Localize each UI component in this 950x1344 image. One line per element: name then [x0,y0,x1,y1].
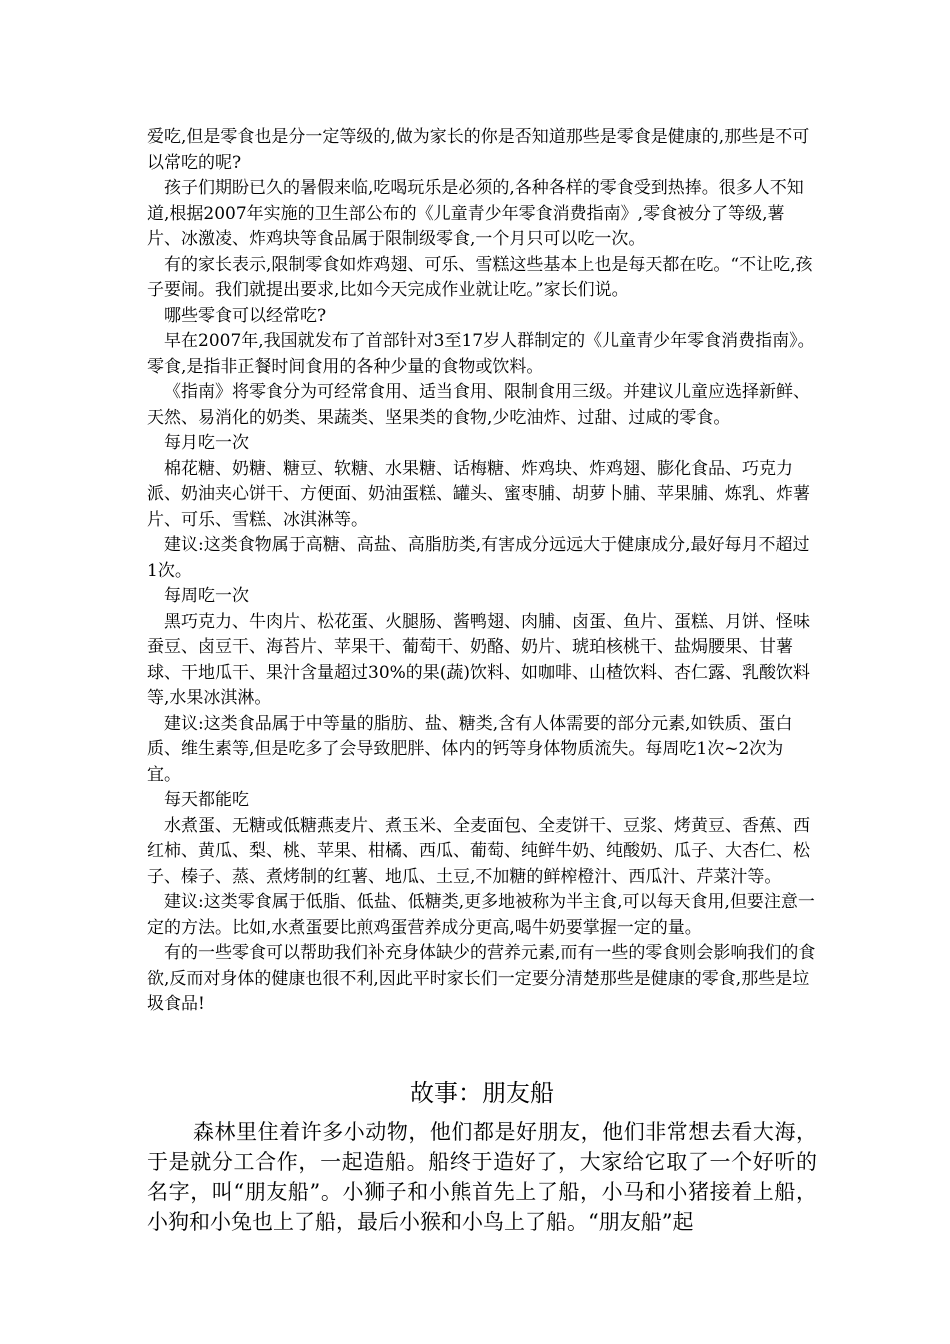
article-subheading: 每周吃一次 [164,586,249,606]
article-paragraph: 有的家长表示,限制零食如炸鸡翅、可乐、雪糕这些基本上也是每天都在吃。“不让吃,孩子要闹。我们就提出要求,比如今天完成作业就让吃。”家长们说。 [147,254,813,300]
article-paragraph: 建议:这类食物属于高糖、高盐、高脂肪类,有害成分远远大于健康成分,最好每月不超过1次。 [147,535,810,581]
story-paragraph: 森林里住着许多小动物，他们都是好朋友，他们非常想去看大海，于是就分工合作，一起造船。船终于造好了，大家给它取了一个好听的名字，叫“朋友船”。小狮子和小熊首先上了船，小马和小猪接着上船，小狗和小兔也上了船，最后小猴和小鸟上了船。“朋友船”起 [147,1120,817,1234]
article-paragraph: 黑巧克力、牛肉片、松花蛋、火腿肠、酱鸭翅、肉脯、卤蛋、鱼片、蛋糕、月饼、怪味蚕豆、卤豆干、海苔片、苹果干、葡萄干、奶酪、奶片、琥珀核桃干、盐焗腰果、甘薯球、干地瓜干、果汁含量超过30%的果(蔬)饮料、如咖啡、山楂饮料、杏仁露、乳酸饮料等,水果冰淇淋。 [147,611,811,708]
article-subheading: 每月吃一次 [164,433,249,453]
article-paragraph: 早在2007年,我国就发布了首部针对3至17岁人群制定的《儿童青少年零食消费指南》。零食,是指非正餐时间食用的各种少量的食物或饮料。 [147,331,815,377]
article-paragraph: 有的一些零食可以帮助我们补充身体缺少的营养元素,而有一些的零食则会影响我们的食欲,反而对身体的健康也很不利,因此平时家长们一定要分清楚那些是健康的零食,那些是垃圾食品! [147,943,816,1014]
article-paragraph: 水煮蛋、无糖或低糖燕麦片、煮玉米、全麦面包、全麦饼干、豆浆、烤黄豆、香蕉、西红柿、黄瓜、梨、桃、苹果、柑橘、西瓜、葡萄、纯鲜牛奶、纯酸奶、瓜子、大杏仁、松子、榛子、蒸、煮烤制的红薯、地瓜、土豆,不加糖的鲜榨橙汁、西瓜汁、芹菜汁等。 [147,815,810,887]
story-body [147,1117,817,1237]
snack-article [147,125,817,1018]
article-paragraph: 《指南》将零食分为可经常食用、适当食用、限制食用三级。并建议儿童应选择新鲜、天然、易消化的奶类、果蔬类、坚果类的食物,少吃油炸、过甜、过咸的零食。 [147,382,810,428]
article-subheading: 每天都能吃 [164,790,249,810]
article-paragraph: 爱吃,但是零食也是分一定等级的,做为家长的你是否知道那些是零食是健康的,那些是不可以常吃的呢? [147,127,810,173]
article-subheading: 哪些零食可以经常吃? [164,305,327,326]
article-paragraph: 建议:这类零食属于低脂、低盐、低糖类,更多地被称为半主食,可以每天食用,但要注意一定的方法。比如,水煮蛋要比煎鸡蛋营养成分更高,喝牛奶要掌握一定的量。 [147,892,815,938]
article-paragraph: 孩子们期盼已久的暑假来临,吃喝玩乐是必须的,各种各样的零食受到热捧。很多人不知道,根据2007年实施的卫生部公布的《儿童青少年零食消费指南》,零食被分了等级,薯片、冰激凌、炸鸡块等食品属于限制级零食,一个月只可以吃一次。 [147,178,804,249]
article-paragraph: 建议:这类食品属于中等量的脂肪、盐、糖类,含有人体需要的部分元素,如铁质、蛋白质、维生素等,但是吃多了会导致肥胖、体内的钙等身体物质流失。每周吃1次~2次为宜。 [147,713,793,785]
story-title: 故事：朋友船 [410,1079,554,1107]
article-paragraph: 棉花糖、奶糖、糖豆、软糖、水果糖、话梅糖、炸鸡块、炸鸡翅、膨化食品、巧克力派、奶油夹心饼干、方便面、奶油蛋糕、罐头、蜜枣脯、胡萝卜脯、苹果脯、炼乳、炸薯片、可乐、雪糕、冰淇淋等。 [147,458,810,530]
